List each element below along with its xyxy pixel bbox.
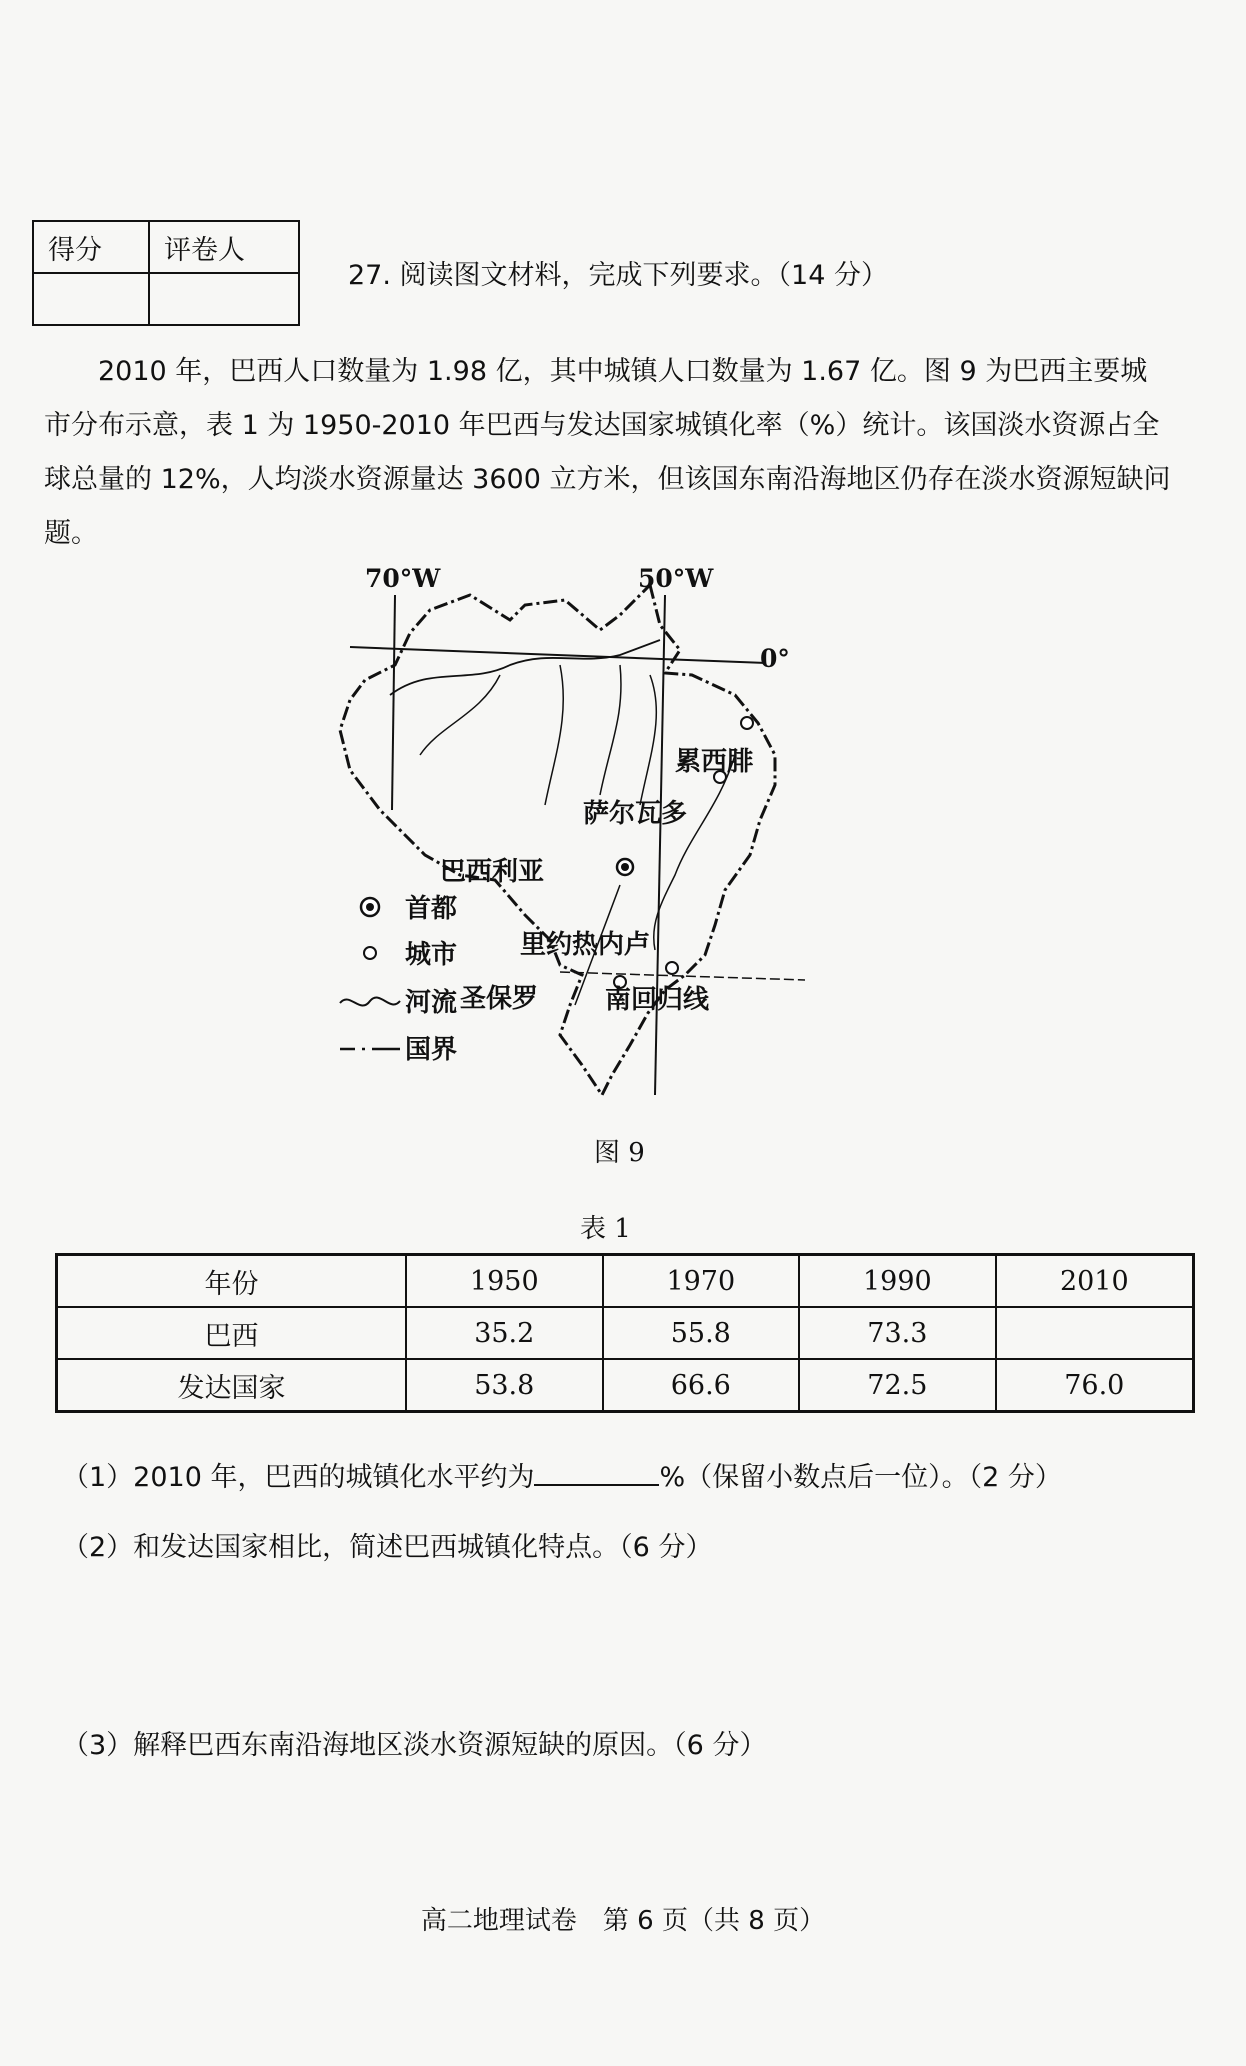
meridian-70w — [392, 595, 395, 810]
city-label-salvador: 萨尔瓦多 — [583, 799, 688, 829]
table-header-cell: 年份 — [57, 1255, 407, 1308]
table-cell — [996, 1307, 1194, 1359]
score-label: 得分 — [33, 221, 149, 273]
meridian-50w — [655, 595, 665, 1095]
equator-line — [350, 647, 765, 663]
table-cell: 73.3 — [799, 1307, 996, 1359]
brazil-map — [320, 555, 940, 1110]
river-tributary-3 — [600, 665, 621, 795]
table-cell: 35.2 — [406, 1307, 603, 1359]
legend-city-icon — [364, 947, 376, 959]
legend-border-label: 国界 — [405, 1035, 458, 1065]
city-dot-recife — [741, 717, 753, 729]
city-label-brasilia: 巴西利亚 — [440, 857, 545, 887]
legend-river-label: 河流 — [405, 988, 458, 1018]
table-header-row — [57, 1255, 1194, 1308]
table-row — [57, 1307, 1194, 1359]
answer-blank[interactable] — [534, 1460, 659, 1486]
city-label-rio: 里约热内卢 — [520, 930, 651, 960]
map-legend — [340, 894, 457, 1065]
legend-river-icon — [340, 998, 400, 1006]
lon-70w-label: 70°W — [365, 564, 441, 593]
table-cell: 53.8 — [406, 1359, 603, 1412]
lat-0-label: 0° — [760, 644, 790, 673]
capital-dot-brasilia — [621, 863, 629, 871]
page-footer: 高二地理试卷 第 6 页（共 8 页） — [420, 1906, 826, 1936]
table-row — [57, 1359, 1194, 1412]
legend-capital-label: 首都 — [405, 894, 458, 924]
table-caption: 表 1 — [580, 1214, 631, 1244]
city-label-recife: 累西腓 — [675, 747, 754, 777]
sub-question-3: （3）解释巴西东南沿海地区淡水资源短缺的原因。（6 分） — [62, 1730, 767, 1761]
city-label-saopaulo: 圣保罗 — [460, 984, 539, 1014]
river-tributary-1 — [420, 675, 500, 755]
city-dot-rio — [666, 962, 678, 974]
tropic-label: 南回归线 — [605, 985, 710, 1015]
table-cell: 72.5 — [799, 1359, 996, 1412]
table-cell: 66.6 — [603, 1359, 800, 1412]
river-tributary-2 — [545, 665, 563, 805]
river-tributary-4 — [640, 675, 656, 805]
table-header-cell: 1990 — [799, 1255, 996, 1308]
lon-50w-label: 50°W — [638, 564, 714, 593]
grader-label: 评卷人 — [149, 221, 299, 273]
table-cell: 发达国家 — [57, 1359, 407, 1412]
question-title: 27. 阅读图文材料，完成下列要求。（14 分） — [348, 260, 888, 291]
legend-city-label: 城市 — [405, 940, 458, 970]
sub-question-1-tail: %（保留小数点后一位）。（2 分） — [659, 1462, 1062, 1493]
question-intro: 2010 年，巴西人口数量为 1.98 亿，其中城镇人口数量为 1.67 亿。图 9 为巴西主要城市分布示意，表 1 为 1950-2010 年巴西与发达国家城镇化率（%）统计。该国淡水资源占全球总量的 12%，人均淡水资源量达 3600 立方米，但该国东南沿海地区仍存在淡水资源短缺问题。 — [44, 356, 1171, 549]
grader-cell — [149, 273, 299, 325]
river-saofrancisco — [654, 755, 735, 950]
table-header-cell: 1950 — [406, 1255, 603, 1308]
table-cell: 55.8 — [603, 1307, 800, 1359]
table-header-cell: 2010 — [996, 1255, 1194, 1308]
sub-question-1-text: （1）2010 年，巴西的城镇化水平约为 — [62, 1462, 535, 1493]
sub-question-1 — [62, 1455, 1062, 1494]
score-cell — [33, 273, 149, 325]
score-box — [32, 220, 300, 326]
figure-caption: 图 9 — [594, 1138, 645, 1168]
table-header-cell: 1970 — [603, 1255, 800, 1308]
legend-capital-icon-dot — [366, 903, 374, 911]
table-cell: 76.0 — [996, 1359, 1194, 1412]
table-cell: 巴西 — [57, 1307, 407, 1359]
urbanization-table — [55, 1253, 1195, 1413]
brazil-map-svg — [320, 555, 940, 1110]
sub-question-2: （2）和发达国家相比，简述巴西城镇化特点。（6 分） — [62, 1532, 713, 1563]
